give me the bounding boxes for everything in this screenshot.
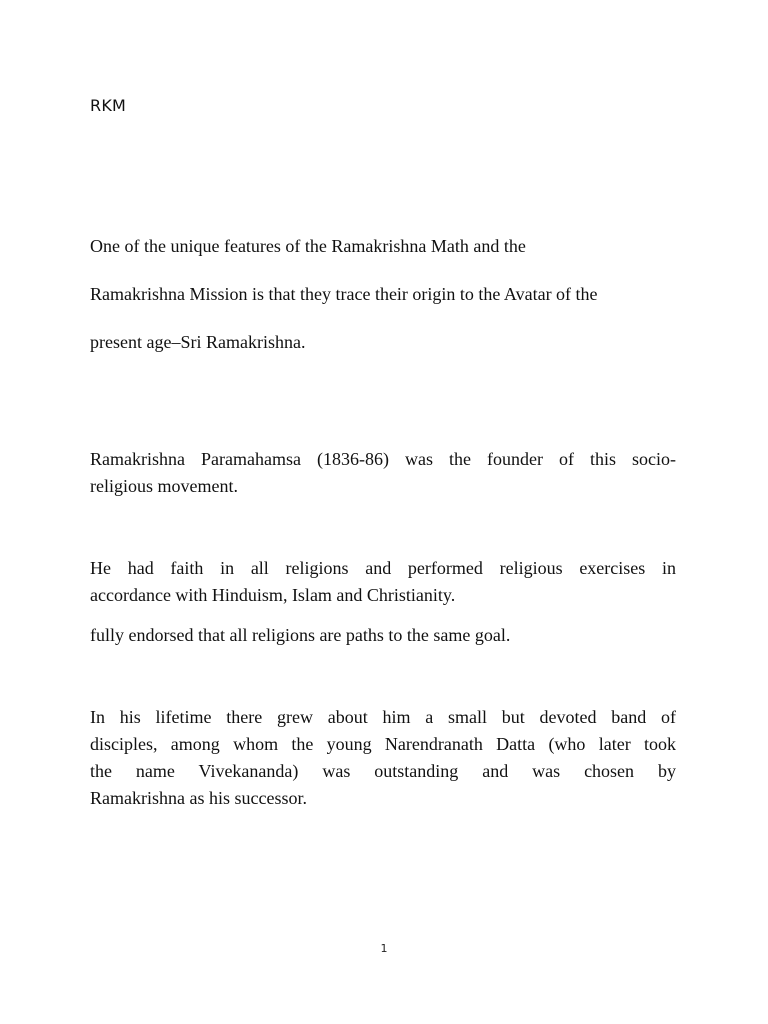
paragraph-line: He had faith in all religions and performed religious exercises in — [90, 558, 676, 578]
paragraph-endorsement — [90, 622, 676, 649]
paragraph-line: religious movement. — [90, 476, 238, 496]
paragraph-line: Ramakrishna as his successor. — [90, 788, 307, 808]
paragraph-founder — [90, 446, 676, 500]
paragraph-line: accordance with Hinduism, Islam and Christianity. — [90, 585, 456, 605]
paragraph-line: the name Vivekananda) was outstanding and was chosen by — [90, 761, 676, 781]
paragraph-disciples — [90, 704, 676, 812]
page-number: 1 — [380, 942, 388, 955]
paragraph-faith — [90, 555, 676, 609]
paragraph-line: present age–Sri Ramakrishna. — [90, 332, 306, 352]
document-heading: RKM — [90, 96, 127, 115]
paragraph-line: disciples, among whom the young Narendranath Datta (who later took — [90, 734, 676, 754]
paragraph-line: In his lifetime there grew about him a small but devoted band of — [90, 707, 676, 727]
paragraph-line: One of the unique features of the Ramakrishna Math and the — [90, 236, 526, 256]
paragraph-origin — [90, 222, 676, 366]
paragraph-line: Ramakrishna Paramahamsa (1836-86) was the founder of this socio- — [90, 449, 676, 469]
paragraph-line: Ramakrishna Mission is that they trace their origin to the Avatar of the — [90, 284, 598, 304]
paragraph-line: fully endorsed that all religions are paths to the same goal. — [90, 625, 511, 645]
